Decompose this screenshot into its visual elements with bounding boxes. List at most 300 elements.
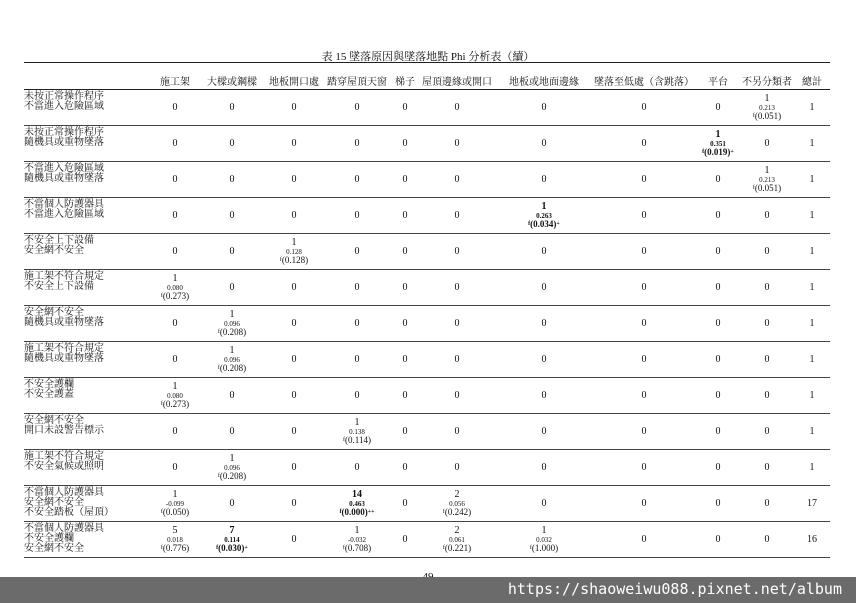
watermark-bar [0,577,856,603]
phi-stat [530,526,558,552]
count-cell: 0 [496,126,592,162]
count-value: 1 [291,236,297,248]
count-value: 7 [229,524,235,536]
count-cell: 0 [266,450,322,486]
p-value: (0.128) [281,254,309,265]
table-row [24,90,830,126]
row-label-line: 隨機具或重物墜落 [24,137,104,148]
count-cell: 0 [392,486,418,522]
row-label-line: 安全網不安全 [24,307,84,318]
column-header: 梯子 [392,63,418,90]
table-row [24,414,830,450]
count-cell: 0 [496,342,592,378]
phi-stat [218,346,246,372]
p-value: (0.208) [219,470,247,481]
row-label-line: 不當個人防護器具 [24,487,104,498]
count-cell: 0 [496,234,592,270]
count-cell: 0 [496,486,592,522]
table-row [24,342,830,378]
significance-mark: + [730,148,734,155]
count-cell: 1 [794,342,830,378]
count-cell: 0 [322,270,392,306]
count-cell: 0 [198,198,266,234]
count-cell: 0 [696,90,740,126]
phi-stat-cell [322,414,392,450]
phi-stat-cell [198,522,266,558]
phi-stat [216,526,248,552]
count-cell: 0 [696,450,740,486]
f-marker: f [752,112,755,119]
phi-value: 0.096 [224,319,240,328]
p-value: (0.776) [162,542,190,553]
phi-value: 0.213 [759,103,775,112]
phi-value: 0.463 [349,499,365,508]
count-cell: 0 [198,378,266,414]
phi-stat-cell [198,450,266,486]
count-cell: 0 [592,414,696,450]
count-cell: 0 [266,378,322,414]
row-label [24,522,152,558]
row-label-line: 不當個人防護器具 [24,523,104,534]
count-cell: 0 [740,522,794,558]
column-header: 地板開口處 [266,63,322,90]
phi-stat-cell [152,486,198,522]
count-cell: 0 [198,162,266,198]
row-label-line: 不當進入危險區域 [24,101,104,112]
count-value: 1 [229,308,235,320]
count-cell: 0 [322,306,392,342]
phi-stat [280,238,308,264]
row-label-line: 施工架不符合規定 [24,451,104,462]
row-label [24,486,152,522]
row-label-line: 不安全護欄 [24,379,74,390]
count-cell: 0 [152,342,198,378]
count-cell: 0 [266,90,322,126]
count-cell: 0 [592,162,696,198]
phi-stat [218,310,246,336]
count-cell: 1 [794,198,830,234]
count-cell: 0 [152,414,198,450]
column-header: 施工架 [152,63,198,90]
count-cell: 0 [696,378,740,414]
count-cell: 0 [266,270,322,306]
count-cell: 0 [152,198,198,234]
row-label-line: 未按正常操作程序 [24,127,104,138]
f-marker: f [279,256,282,263]
count-cell: 0 [496,270,592,306]
count-cell: 0 [496,378,592,414]
count-cell: 0 [392,126,418,162]
count-value: 1 [764,164,770,176]
phi-stat [343,526,371,552]
count-cell: 0 [392,522,418,558]
count-cell: 0 [266,486,322,522]
count-value: 1 [229,452,235,464]
p-value: (0.051) [754,110,782,121]
phi-stat [161,382,189,408]
row-label [24,378,152,414]
f-marker: f [160,400,163,407]
count-cell: 0 [592,234,696,270]
count-cell: 0 [740,126,794,162]
phi-stat-cell [496,522,592,558]
phi-stat-cell [696,126,740,162]
phi-stat-cell [152,270,198,306]
column-header: 墜落至低處（含跳落） [592,63,696,90]
count-value: 14 [352,488,362,500]
f-marker: f [160,544,163,551]
count-cell: 0 [322,450,392,486]
p-value: (0.019) [704,146,731,157]
count-cell: 0 [392,198,418,234]
p-value: (0.000) [341,506,368,517]
p-value: (0.208) [219,362,247,373]
count-cell: 1 [794,450,830,486]
count-cell: 0 [740,414,794,450]
count-cell: 0 [592,90,696,126]
row-label-line: 安全網不安全 [24,245,84,256]
count-cell: 0 [696,522,740,558]
p-value: (0.273) [162,290,190,301]
f-marker: f [160,508,163,515]
count-cell: 0 [592,126,696,162]
count-cell: 0 [266,342,322,378]
table-header [24,63,830,90]
count-cell: 0 [592,522,696,558]
count-cell: 0 [740,486,794,522]
count-cell: 1 [794,126,830,162]
row-label-line: 施工架不符合規定 [24,343,104,354]
row-label [24,270,152,306]
phi-stat-cell [496,198,592,234]
column-header: 屋頂邊緣或開口 [418,63,496,90]
phi-stat-cell [322,522,392,558]
count-cell: 0 [322,90,392,126]
phi-stat-cell [418,522,496,558]
row-label-line: 不安全護欄 [24,533,74,544]
table-row [24,270,830,306]
p-value: (0.242) [444,506,472,517]
count-cell: 0 [740,270,794,306]
count-cell: 0 [392,90,418,126]
count-value: 1 [354,524,360,536]
column-header: 總計 [794,63,830,90]
phi-stat [339,490,374,516]
count-cell: 0 [392,234,418,270]
count-cell: 0 [322,234,392,270]
table-row [24,198,830,234]
count-cell: 16 [794,522,830,558]
phi-value: 0.096 [224,355,240,364]
count-cell: 0 [592,342,696,378]
row-label [24,450,152,486]
count-cell: 1 [794,414,830,450]
count-cell: 0 [740,342,794,378]
row-label-line: 隨機具或重物墜落 [24,353,104,364]
count-cell: 0 [198,270,266,306]
f-marker: f [217,364,220,371]
table-row [24,306,830,342]
count-cell: 0 [266,522,322,558]
phi-value: 0.128 [286,247,302,256]
phi-stat [702,130,734,156]
count-cell: 0 [740,198,794,234]
p-value: (0.708) [344,542,372,553]
phi-stat [528,202,560,228]
count-cell: 0 [322,378,392,414]
f-marker: f [442,544,445,551]
table-row [24,126,830,162]
phi-analysis-table [24,62,830,558]
column-header: 地板或地面邊緣 [496,63,592,90]
f-marker: f [339,508,342,515]
count-cell: 0 [496,450,592,486]
f-marker: f [343,436,346,443]
count-value: 1 [354,416,360,428]
phi-value: -0.099 [165,499,185,508]
row-label-line: 不安全氣候或照明 [24,461,104,472]
row-label-line: 不當個人防護器具 [24,199,104,210]
row-label-line: 開口未設警告標示 [24,425,104,436]
count-cell: 0 [152,450,198,486]
table-row [24,234,830,270]
count-value: 1 [172,272,178,284]
f-marker: f [217,328,220,335]
column-header: 不另分類者 [740,63,794,90]
phi-stat-cell [266,234,322,270]
count-cell: 0 [418,198,496,234]
phi-value: 0.018 [167,535,183,544]
count-cell: 0 [266,126,322,162]
count-cell: 0 [266,306,322,342]
count-cell: 0 [322,162,392,198]
phi-stat-cell [198,306,266,342]
row-label-line: 未按正常操作程序 [24,91,104,102]
row-label-line: 安全網不安全 [24,543,84,554]
count-cell: 0 [152,126,198,162]
row-label-line: 隨機具或重物墜落 [24,173,104,184]
phi-stat-cell [152,522,198,558]
row-label-line: 安全網不安全 [24,497,84,508]
count-cell: 0 [696,486,740,522]
count-cell: 0 [392,414,418,450]
count-cell: 1 [794,378,830,414]
table-row [24,450,830,486]
count-cell: 0 [740,378,794,414]
table-title: 表 15 墜落原因與墜落地點 Phi 分析表（續） [321,51,535,63]
row-label-line: 不安全護蓋 [24,389,74,400]
count-cell: 0 [592,450,696,486]
count-cell: 0 [418,162,496,198]
count-cell: 0 [392,378,418,414]
count-cell: 0 [392,162,418,198]
column-header: 大樑或鋼樑 [198,63,266,90]
count-cell: 0 [266,414,322,450]
count-cell: 0 [740,450,794,486]
count-cell: 0 [740,234,794,270]
f-marker: f [217,472,220,479]
count-cell: 0 [392,306,418,342]
phi-value: 0.061 [449,535,465,544]
count-cell: 1 [794,90,830,126]
row-label [24,198,152,234]
phi-value: 0.263 [536,211,552,220]
count-cell: 0 [418,234,496,270]
count-cell: 0 [392,450,418,486]
row-label-line: 不當進入危險區域 [24,209,104,220]
header-blank [24,63,152,90]
count-cell: 0 [696,162,740,198]
count-cell: 0 [696,414,740,450]
count-cell: 1 [794,270,830,306]
phi-stat-cell [740,90,794,126]
p-value: (0.034) [530,218,557,229]
row-label [24,162,152,198]
phi-stat [753,94,781,120]
significance-mark: + [244,544,248,551]
count-cell: 0 [418,270,496,306]
p-value: (1.000) [531,542,559,553]
count-cell: 0 [696,270,740,306]
watermark-url: https://shaoweiwu088.pixnet.net/album [507,580,842,598]
count-cell: 1 [794,162,830,198]
f-marker: f [442,508,445,515]
phi-value: -0.032 [347,535,367,544]
p-value: (0.051) [754,182,782,193]
count-cell: 1 [794,306,830,342]
count-value: 1 [541,524,547,536]
count-cell: 0 [740,306,794,342]
phi-stat [343,418,371,444]
phi-stat-cell [152,378,198,414]
count-cell: 0 [496,306,592,342]
row-label [24,234,152,270]
f-marker: f [529,544,532,551]
phi-value: 0.032 [536,535,552,544]
row-label-line: 施工架不符合規定 [24,271,104,282]
row-label [24,126,152,162]
count-cell: 0 [198,234,266,270]
count-cell: 0 [418,378,496,414]
count-cell: 0 [496,162,592,198]
count-value: 1 [229,344,235,356]
row-label-line: 不安全踏板（屋頂） [24,507,114,518]
significance-mark: + [556,220,560,227]
f-marker: f [342,544,345,551]
phi-stat-cell [198,342,266,378]
p-value: (0.030) [218,542,245,553]
count-cell: 0 [198,414,266,450]
phi-stat-cell [418,486,496,522]
phi-value: 0.114 [224,535,240,544]
count-value: 2 [454,524,460,536]
count-value: 1 [715,128,721,140]
count-value: 1 [172,380,178,392]
count-cell: 0 [592,198,696,234]
count-cell: 0 [322,198,392,234]
row-label [24,90,152,126]
phi-value: 0.080 [167,391,183,400]
count-cell: 0 [152,90,198,126]
count-cell: 0 [592,486,696,522]
count-cell: 0 [418,414,496,450]
count-value: 1 [172,488,178,500]
count-cell: 0 [392,342,418,378]
phi-value: 0.351 [710,139,726,148]
f-marker: f [752,184,755,191]
phi-value: 0.056 [449,499,465,508]
count-cell: 0 [152,162,198,198]
count-cell: 0 [696,306,740,342]
p-value: (0.050) [162,506,190,517]
p-value: (0.221) [444,542,472,553]
table-body [24,90,830,558]
count-value: 1 [764,92,770,104]
count-cell: 0 [418,126,496,162]
phi-value: 0.213 [759,175,775,184]
table-row [24,378,830,414]
count-cell: 0 [322,342,392,378]
phi-value: 0.080 [167,283,183,292]
count-cell: 0 [418,450,496,486]
phi-stat-cell [740,162,794,198]
count-cell: 0 [418,306,496,342]
column-header: 平台 [696,63,740,90]
row-label-line: 不當進入危險區域 [24,163,104,174]
significance-mark: ++ [367,508,375,515]
phi-value: 0.138 [349,427,365,436]
p-value: (0.208) [219,326,247,337]
phi-stat [218,454,246,480]
count-cell: 0 [392,270,418,306]
table-row [24,162,830,198]
count-cell: 0 [152,234,198,270]
count-value: 1 [541,200,547,212]
count-value: 2 [454,488,460,500]
count-cell: 0 [592,306,696,342]
count-cell: 0 [266,162,322,198]
count-cell: 0 [592,378,696,414]
row-label-line: 隨機具或重物墜落 [24,317,104,328]
count-cell: 0 [198,486,266,522]
count-cell: 0 [418,342,496,378]
phi-stat [161,526,189,552]
column-header: 踏穿屋頂天窗 [322,63,392,90]
row-label-line: 安全網不安全 [24,415,84,426]
count-value: 5 [172,524,178,536]
row-label [24,306,152,342]
row-label [24,342,152,378]
f-marker: f [528,220,531,227]
phi-stat [161,490,189,516]
count-cell: 0 [496,90,592,126]
count-cell: 0 [696,234,740,270]
count-cell: 0 [418,90,496,126]
f-marker: f [160,292,163,299]
phi-stat [753,166,781,192]
row-label-line: 不安全上下設備 [24,281,94,292]
count-cell: 0 [696,198,740,234]
phi-stat [443,490,471,516]
f-marker: f [702,148,705,155]
table-row [24,522,830,558]
p-value: (0.273) [162,398,190,409]
phi-stat [443,526,471,552]
row-label-line: 不安全上下設備 [24,235,94,246]
count-cell: 0 [496,414,592,450]
row-label [24,414,152,450]
count-cell: 0 [592,270,696,306]
